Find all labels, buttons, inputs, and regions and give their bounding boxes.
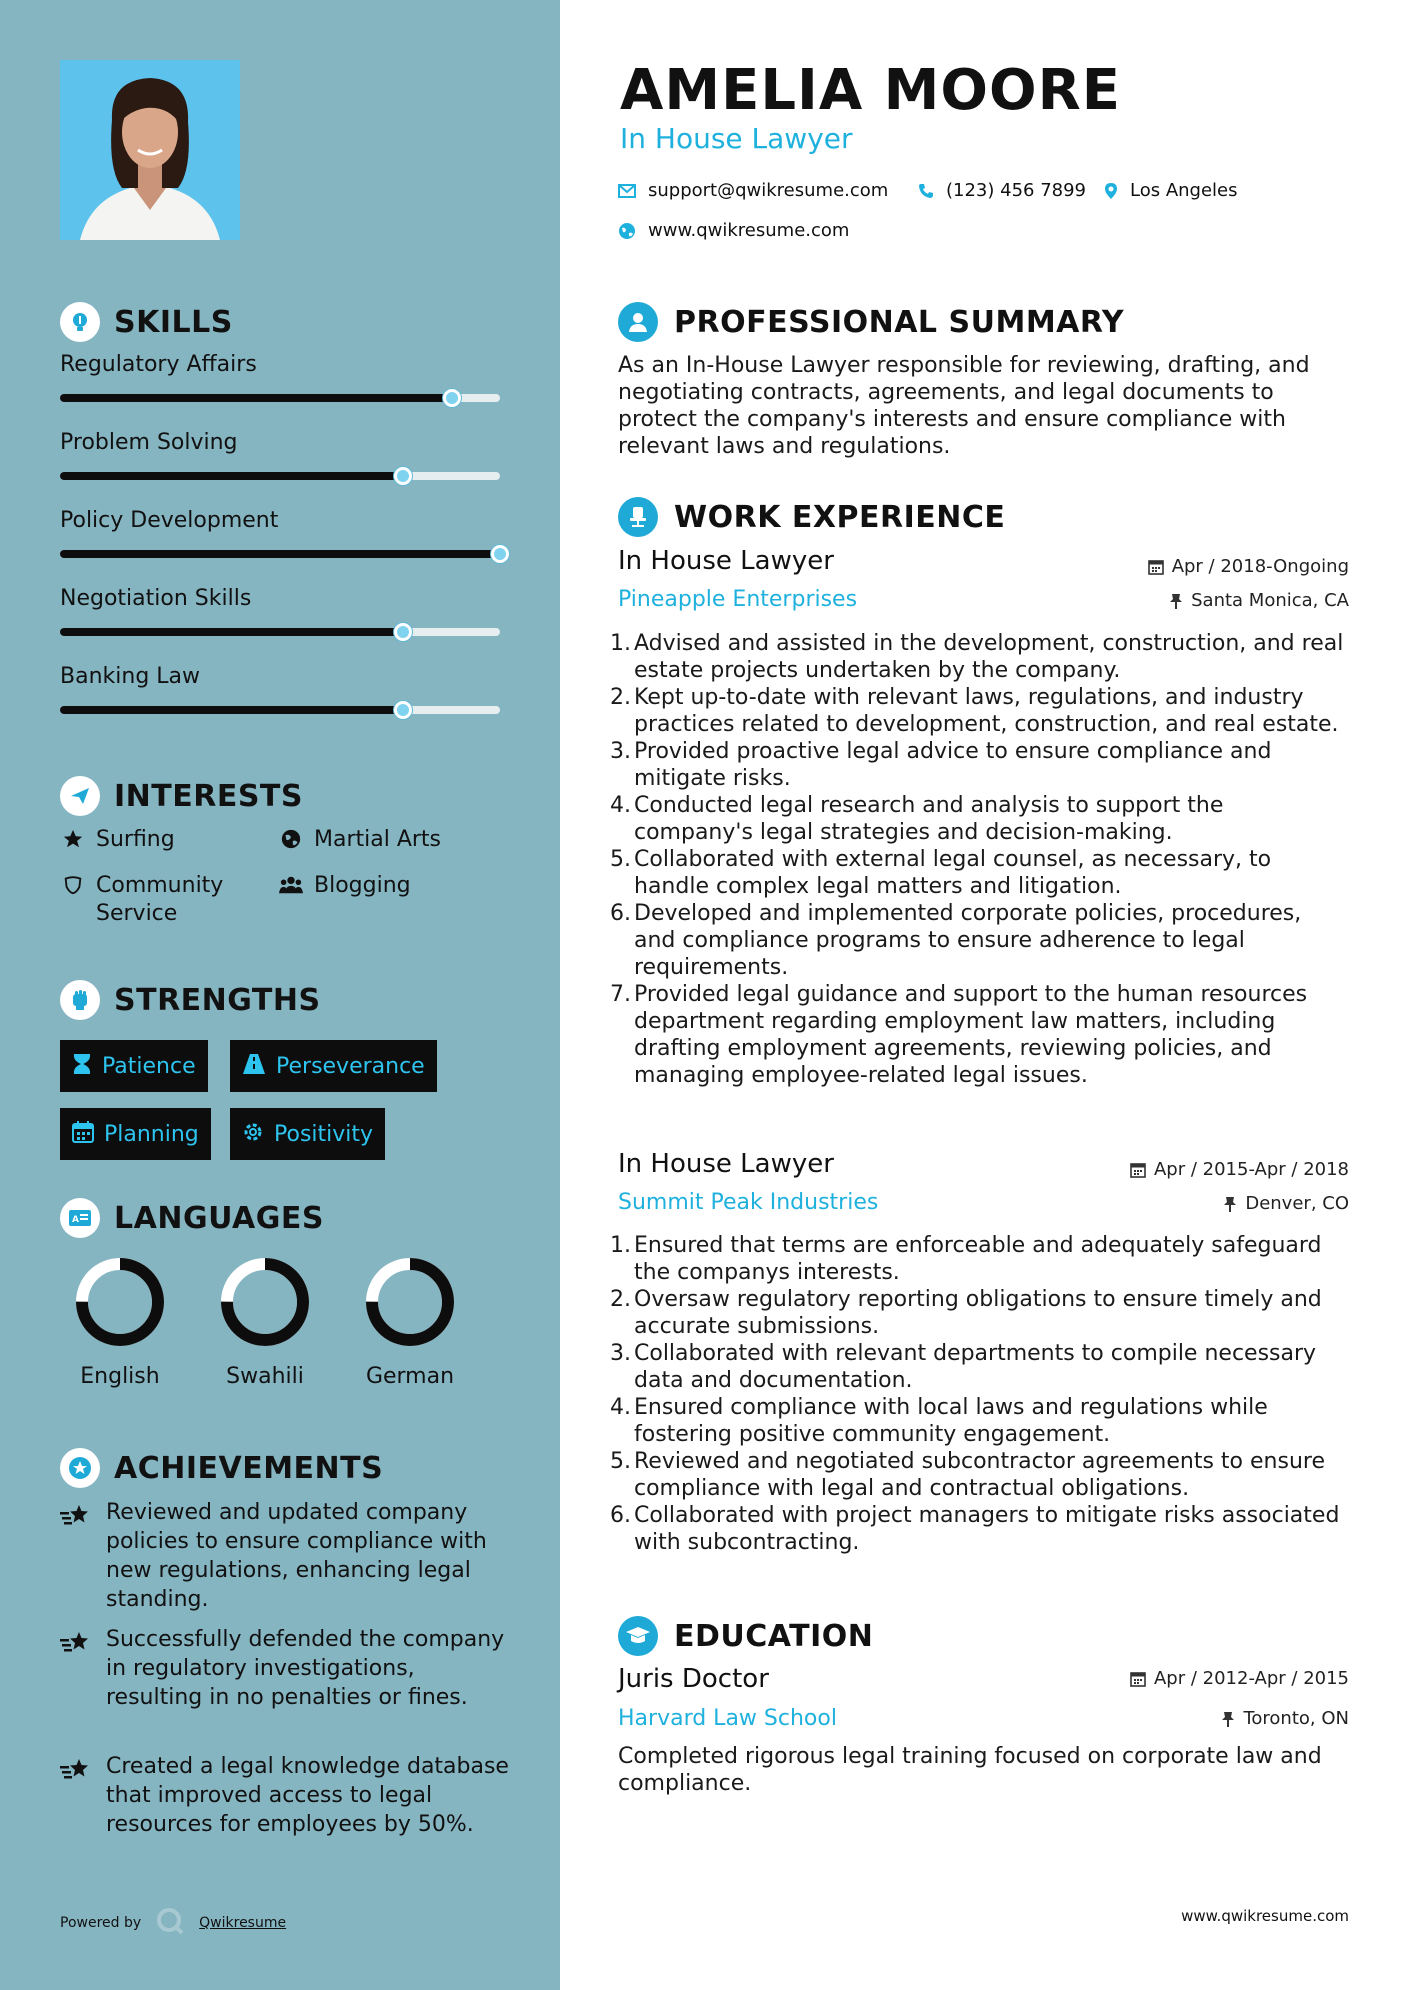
shooting-star-icon bbox=[60, 1498, 94, 1614]
users-icon bbox=[278, 872, 304, 900]
svg-text:A: A bbox=[72, 1215, 79, 1225]
graduation-cap-icon bbox=[618, 1616, 658, 1656]
languages-heading bbox=[60, 1198, 324, 1238]
shield-icon bbox=[60, 872, 86, 928]
strength-label: Patience bbox=[102, 1053, 196, 1079]
duty-item bbox=[610, 1232, 1348, 1286]
duty-item bbox=[610, 900, 1348, 981]
star-icon bbox=[60, 826, 86, 854]
duty-text: Collaborated with relevant departments to compile necessary data and documentation. bbox=[634, 1341, 1317, 1393]
skill-level-bar bbox=[60, 472, 500, 480]
lightbulb-icon bbox=[60, 302, 100, 342]
skill-name: Problem Solving bbox=[60, 430, 238, 455]
achievement-item bbox=[60, 1625, 510, 1712]
achievement-text: Reviewed and updated company policies to ensure compliance with new regulations, enhancing legal standing. bbox=[106, 1500, 487, 1612]
duty-item bbox=[610, 1286, 1348, 1340]
duty-text: Advised and assisted in the development, construction, and real estate projects undertaken by the company. bbox=[634, 631, 1344, 683]
job-dates-text: Apr / 2018-Ongoing bbox=[1171, 556, 1349, 577]
duty-number: 5. bbox=[610, 847, 631, 872]
email-text: support@qwikresume.com bbox=[648, 180, 889, 201]
skill-level-knob bbox=[443, 389, 461, 407]
interest-label: Surfing bbox=[96, 827, 175, 852]
road-icon bbox=[242, 1053, 266, 1079]
job-duties bbox=[610, 630, 1348, 1089]
education-school: Harvard Law School bbox=[618, 1706, 837, 1731]
map-pin-icon bbox=[1104, 182, 1118, 200]
skill-level-fill bbox=[60, 550, 500, 558]
duty-number: 3. bbox=[610, 1341, 631, 1366]
summary-text: As an In-House Lawyer responsible for reviewing, drafting, and negotiating contracts, agreements, and legal documents to protect the company's interests and ensure compliance with relevant laws and regulations. bbox=[618, 353, 1310, 459]
job-company: Pineapple Enterprises bbox=[618, 587, 858, 612]
duty-text: Collaborated with external legal counsel, as necessary, to handle complex legal matters and litigation. bbox=[634, 847, 1272, 899]
strength-badge bbox=[60, 1108, 211, 1160]
job-dates-text: Apr / 2015-Apr / 2018 bbox=[1153, 1159, 1349, 1180]
duty-text: Reviewed and negotiated subcontractor agreements to ensure compliance with legal and contractual obligations. bbox=[634, 1449, 1325, 1501]
powered-by-label: Powered by bbox=[60, 1915, 142, 1931]
interests-heading bbox=[60, 776, 303, 816]
language-item bbox=[195, 1254, 335, 1389]
interest-item bbox=[278, 872, 411, 900]
skill-level-knob bbox=[394, 623, 412, 641]
achievement-item bbox=[60, 1498, 510, 1614]
strength-badge bbox=[230, 1108, 385, 1160]
user-icon bbox=[618, 302, 658, 342]
duty-text: Oversaw regulatory reporting obligations to ensure timely and accurate submissions. bbox=[634, 1287, 1322, 1339]
interest-item bbox=[60, 872, 260, 928]
duty-text: Provided legal guidance and support to the human resources department regarding employment law matters, including drafting employment agreements, reviewing policies, and managing employee-related legal issues. bbox=[634, 982, 1308, 1088]
interest-item bbox=[278, 826, 441, 854]
duty-item bbox=[610, 684, 1348, 738]
skills-title: SKILLS bbox=[114, 304, 233, 340]
language-name: Swahili bbox=[226, 1364, 304, 1389]
interest-label: Community Service bbox=[96, 873, 224, 926]
duty-number: 2. bbox=[610, 1287, 631, 1312]
powered-by bbox=[60, 1906, 286, 1940]
job-location-text: Denver, CO bbox=[1245, 1193, 1349, 1214]
calendar-icon bbox=[1130, 1162, 1146, 1178]
duty-number: 4. bbox=[610, 793, 631, 818]
job-title: In House Lawyer bbox=[618, 1149, 834, 1179]
interests-title: INTERESTS bbox=[114, 778, 303, 814]
website-text: www.qwikresume.com bbox=[648, 220, 850, 241]
hourglass-icon bbox=[72, 1053, 92, 1079]
skill-level-knob bbox=[394, 467, 412, 485]
achievement-text: Created a legal knowledge database that improved access to legal resources for employees by 50%. bbox=[106, 1754, 509, 1837]
duty-text: Conducted legal research and analysis to support the company's legal strategies and decision-making. bbox=[634, 793, 1224, 845]
phone-icon bbox=[918, 183, 934, 199]
sidebar bbox=[0, 0, 560, 1990]
language-card-icon bbox=[60, 1198, 100, 1238]
strengths-title: STRENGTHS bbox=[114, 982, 321, 1018]
experience-title: WORK EXPERIENCE bbox=[674, 499, 1006, 535]
achievement-item bbox=[60, 1752, 510, 1839]
skills-heading bbox=[60, 302, 233, 342]
skill-level-bar bbox=[60, 394, 500, 402]
qwikresume-logo-icon bbox=[155, 1906, 185, 1940]
duty-text: Collaborated with project managers to mitigate risks associated with subcontracting. bbox=[634, 1503, 1340, 1555]
achievements-heading bbox=[60, 1448, 383, 1488]
contact-phone[interactable] bbox=[918, 180, 1086, 201]
duty-number: 5. bbox=[610, 1449, 631, 1474]
duty-item bbox=[610, 1448, 1348, 1502]
duty-item bbox=[610, 1340, 1348, 1394]
achievements-title: ACHIEVEMENTS bbox=[114, 1450, 384, 1486]
badge-star-icon bbox=[60, 1448, 100, 1488]
duty-item bbox=[610, 630, 1348, 684]
language-item bbox=[340, 1254, 480, 1389]
duty-number: 2. bbox=[610, 685, 631, 710]
duty-item bbox=[610, 738, 1348, 792]
duty-number: 7. bbox=[610, 982, 631, 1007]
strength-badge bbox=[60, 1040, 208, 1092]
skill-item bbox=[60, 430, 500, 455]
duty-item bbox=[610, 1394, 1348, 1448]
skill-level-bar bbox=[60, 706, 500, 714]
calendar-icon bbox=[1148, 559, 1164, 575]
duty-number: 6. bbox=[610, 901, 631, 926]
language-proficiency-ring bbox=[72, 1254, 168, 1350]
strength-label: Perseverance bbox=[276, 1053, 425, 1079]
language-name: English bbox=[80, 1364, 160, 1389]
education-title: EDUCATION bbox=[674, 1618, 874, 1654]
education-dates bbox=[1130, 1668, 1349, 1689]
job-location bbox=[1169, 590, 1349, 611]
interest-item bbox=[60, 826, 175, 854]
strengths-heading bbox=[60, 980, 321, 1020]
skill-level-fill bbox=[60, 628, 403, 636]
shooting-star-icon bbox=[60, 1752, 94, 1839]
globe-icon bbox=[618, 222, 636, 240]
duty-item bbox=[610, 792, 1348, 846]
summary-title: PROFESSIONAL SUMMARY bbox=[674, 304, 1125, 340]
education-degree: Juris Doctor bbox=[618, 1664, 769, 1694]
skill-level-fill bbox=[60, 394, 452, 402]
candidate-name: AMELIA MOORE bbox=[620, 58, 1121, 123]
location-text: Los Angeles bbox=[1130, 180, 1238, 201]
language-proficiency-ring bbox=[217, 1254, 313, 1350]
skill-level-bar bbox=[60, 550, 500, 558]
strength-badge bbox=[230, 1040, 437, 1092]
profile-photo bbox=[60, 60, 240, 240]
skill-name: Policy Development bbox=[60, 508, 279, 533]
job-company: Summit Peak Industries bbox=[618, 1190, 879, 1215]
skill-level-fill bbox=[60, 472, 403, 480]
pushpin-icon bbox=[1221, 1711, 1235, 1727]
education-location bbox=[1221, 1708, 1349, 1729]
duty-text: Ensured that terms are enforceable and adequately safeguard the companys interests. bbox=[634, 1233, 1322, 1285]
experience-heading bbox=[618, 497, 1005, 537]
duty-text: Ensured compliance with local laws and regulations while fostering positive community engagement. bbox=[634, 1395, 1268, 1447]
skill-name: Regulatory Affairs bbox=[60, 352, 257, 377]
skill-item bbox=[60, 352, 500, 377]
job-dates bbox=[1148, 556, 1349, 577]
language-item bbox=[50, 1254, 190, 1389]
gear-icon bbox=[242, 1121, 264, 1147]
calendar-icon bbox=[1130, 1671, 1146, 1687]
skill-item bbox=[60, 586, 500, 611]
achievement-text: Successfully defended the company in regulatory investigations, resulting in no penalties or fines. bbox=[106, 1627, 505, 1710]
skill-level-fill bbox=[60, 706, 403, 714]
pushpin-icon bbox=[1169, 593, 1183, 609]
skill-level-bar bbox=[60, 628, 500, 636]
envelope-icon bbox=[618, 184, 636, 198]
fist-icon bbox=[60, 980, 100, 1020]
skill-level-knob bbox=[491, 545, 509, 563]
education-heading bbox=[618, 1616, 873, 1656]
language-proficiency-ring bbox=[362, 1254, 458, 1350]
strength-label: Planning bbox=[104, 1121, 199, 1147]
duty-item bbox=[610, 846, 1348, 900]
qwikresume-link[interactable]: Qwikresume bbox=[199, 1915, 287, 1931]
duty-number: 4. bbox=[610, 1395, 631, 1420]
duty-number: 6. bbox=[610, 1503, 631, 1528]
job-location bbox=[1223, 1193, 1349, 1214]
skill-item bbox=[60, 508, 500, 533]
summary-heading bbox=[618, 302, 1124, 342]
duty-text: Developed and implemented corporate policies, procedures, and compliance programs to ensure adherence to legal requirements. bbox=[634, 901, 1302, 980]
duty-number: 3. bbox=[610, 739, 631, 764]
skill-name: Banking Law bbox=[60, 664, 201, 689]
globe-icon bbox=[278, 826, 304, 854]
phone-text: (123) 456 7899 bbox=[946, 180, 1087, 201]
job-dates bbox=[1130, 1159, 1349, 1180]
interest-label: Martial Arts bbox=[314, 827, 442, 852]
candidate-role: In House Lawyer bbox=[620, 122, 853, 155]
pushpin-icon bbox=[1223, 1196, 1237, 1212]
shooting-star-icon bbox=[60, 1625, 94, 1712]
footer-website[interactable]: www.qwikresume.com bbox=[1181, 1907, 1349, 1925]
job-title: In House Lawyer bbox=[618, 546, 834, 576]
duty-item bbox=[610, 1502, 1348, 1556]
duty-text: Kept up-to-date with relevant laws, regulations, and industry practices related to development, construction, and real estate. bbox=[634, 685, 1339, 737]
paper-plane-icon bbox=[60, 776, 100, 816]
duty-item bbox=[610, 981, 1348, 1089]
duty-number: 1. bbox=[610, 1233, 631, 1258]
contact-website[interactable] bbox=[618, 220, 849, 241]
interest-label: Blogging bbox=[314, 873, 411, 898]
job-duties bbox=[610, 1232, 1348, 1556]
calendar-icon bbox=[72, 1121, 94, 1147]
duty-number: 1. bbox=[610, 631, 631, 656]
contact-location bbox=[1104, 180, 1238, 201]
education-dates-text: Apr / 2012-Apr / 2015 bbox=[1153, 1668, 1349, 1689]
language-name: German bbox=[365, 1364, 455, 1389]
education-text: Completed rigorous legal training focused on corporate law and compliance. bbox=[618, 1744, 1322, 1796]
education-location-text: Toronto, ON bbox=[1243, 1708, 1349, 1729]
duty-text: Provided proactive legal advice to ensure compliance and mitigate risks. bbox=[634, 739, 1272, 791]
strength-label: Positivity bbox=[274, 1121, 374, 1147]
skill-name: Negotiation Skills bbox=[60, 586, 252, 611]
skill-level-knob bbox=[394, 701, 412, 719]
contact-email[interactable] bbox=[618, 180, 888, 201]
skill-item bbox=[60, 664, 500, 689]
languages-title: LANGUAGES bbox=[114, 1200, 324, 1236]
office-chair-icon bbox=[618, 497, 658, 537]
job-location-text: Santa Monica, CA bbox=[1191, 590, 1349, 611]
